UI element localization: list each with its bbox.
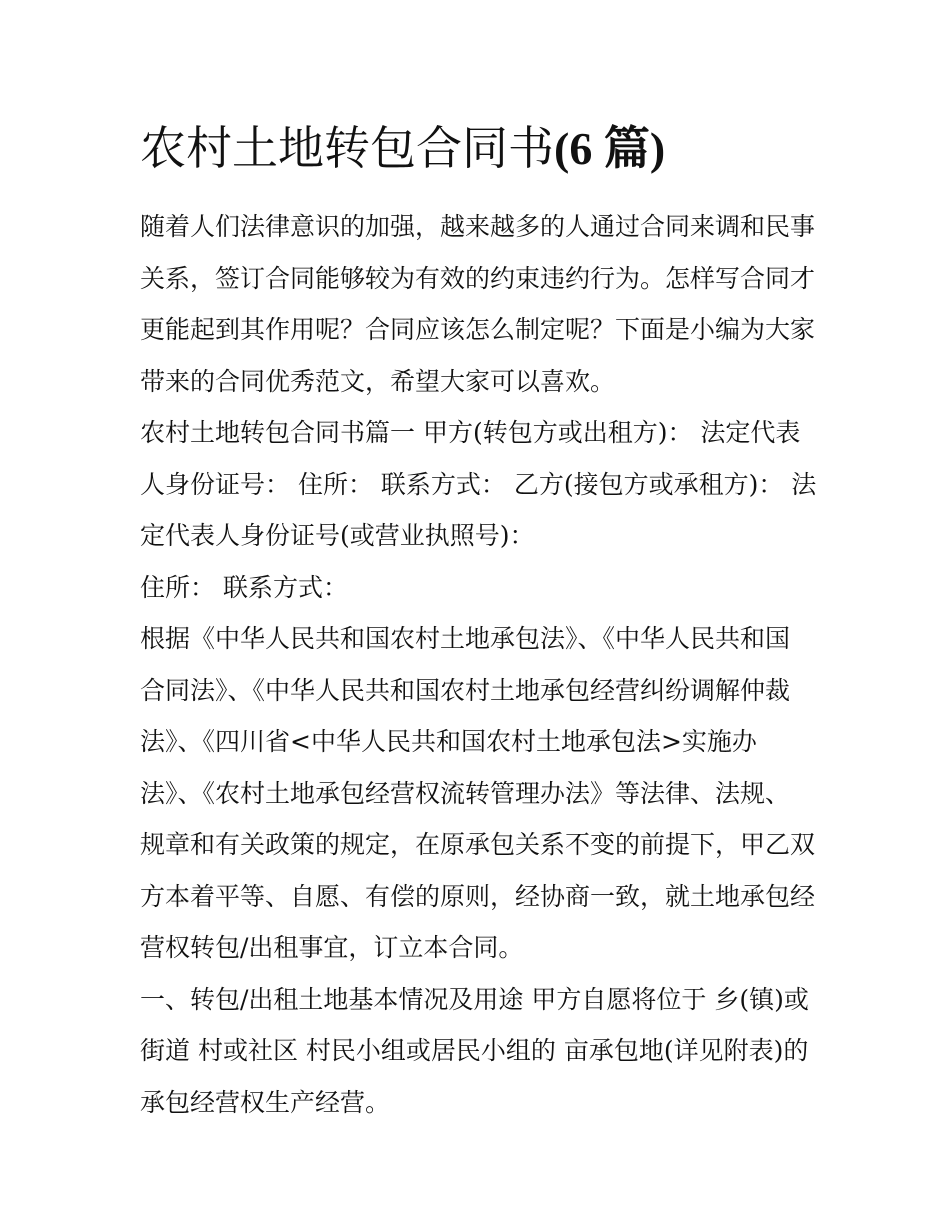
document-content [140,112,820,1128]
text-line: 更能起到其作用呢？合同应该怎么制定呢？下面是小编为大家 [140,315,816,344]
text-line: 方本着平等、自愿、有偿的原则，经协商一致，就土地承包经 [140,881,816,911]
text-line: 法》、《四川省<中华人民共和国农村土地承包法>实施办 [140,727,757,756]
paragraph-address [140,562,820,614]
paragraph-parties [140,407,820,562]
text-line: 承包经营权生产经营。 [140,1087,391,1117]
text-line: 定代表人身份证号(或营业执照号)： [140,521,535,550]
text-line: 随着人们法律意识的加强，越来越多的人通过合同来调和民事 [140,212,816,241]
paragraph-intro [140,201,820,407]
text-line: 合同法》、《中华人民共和国农村土地承包经营纠纷调解仲裁 [140,675,791,705]
text-line: 人身份证号： 住所： 联系方式： 乙方(接包方或承租方)： 法 [140,469,817,499]
text-line: 营权转包/出租事宜，订立本合同。 [140,933,524,962]
title-text: 农村土地转包合同书 [140,121,554,175]
text-line: 根据《中华人民共和国农村土地承包法》、《中华人民共和国 [140,624,791,653]
text-line: 农村土地转包合同书篇一 甲方(转包方或出租方)： 法定代表 [140,418,801,447]
text-line: 关系，签订合同能够较为有效的约束违约行为。怎样写合同才 [140,263,816,293]
text-line: 带来的合同优秀范文，希望大家可以喜欢。 [140,366,616,396]
text-line: 规章和有关政策的规定，在原承包关系不变的前提下，甲乙双 [140,830,816,859]
text-line: 街道 村或社区 村民小组或居民小组的 亩承包地(详见附表)的 [140,1036,809,1065]
document-title [140,112,820,185]
document-body [140,201,820,1128]
text-line: 法》、《农村土地承包经营权流转管理办法》等法律、法规、 [140,778,791,808]
text-line: 一、转包/出租土地基本情况及用途 甲方自愿将位于 乡(镇)或 [140,984,809,1014]
title-count: (6 篇) [554,123,666,174]
paragraph-section-one [140,974,820,1129]
paragraph-legal-basis [140,613,820,974]
text-line: 住所： 联系方式： [140,572,348,602]
